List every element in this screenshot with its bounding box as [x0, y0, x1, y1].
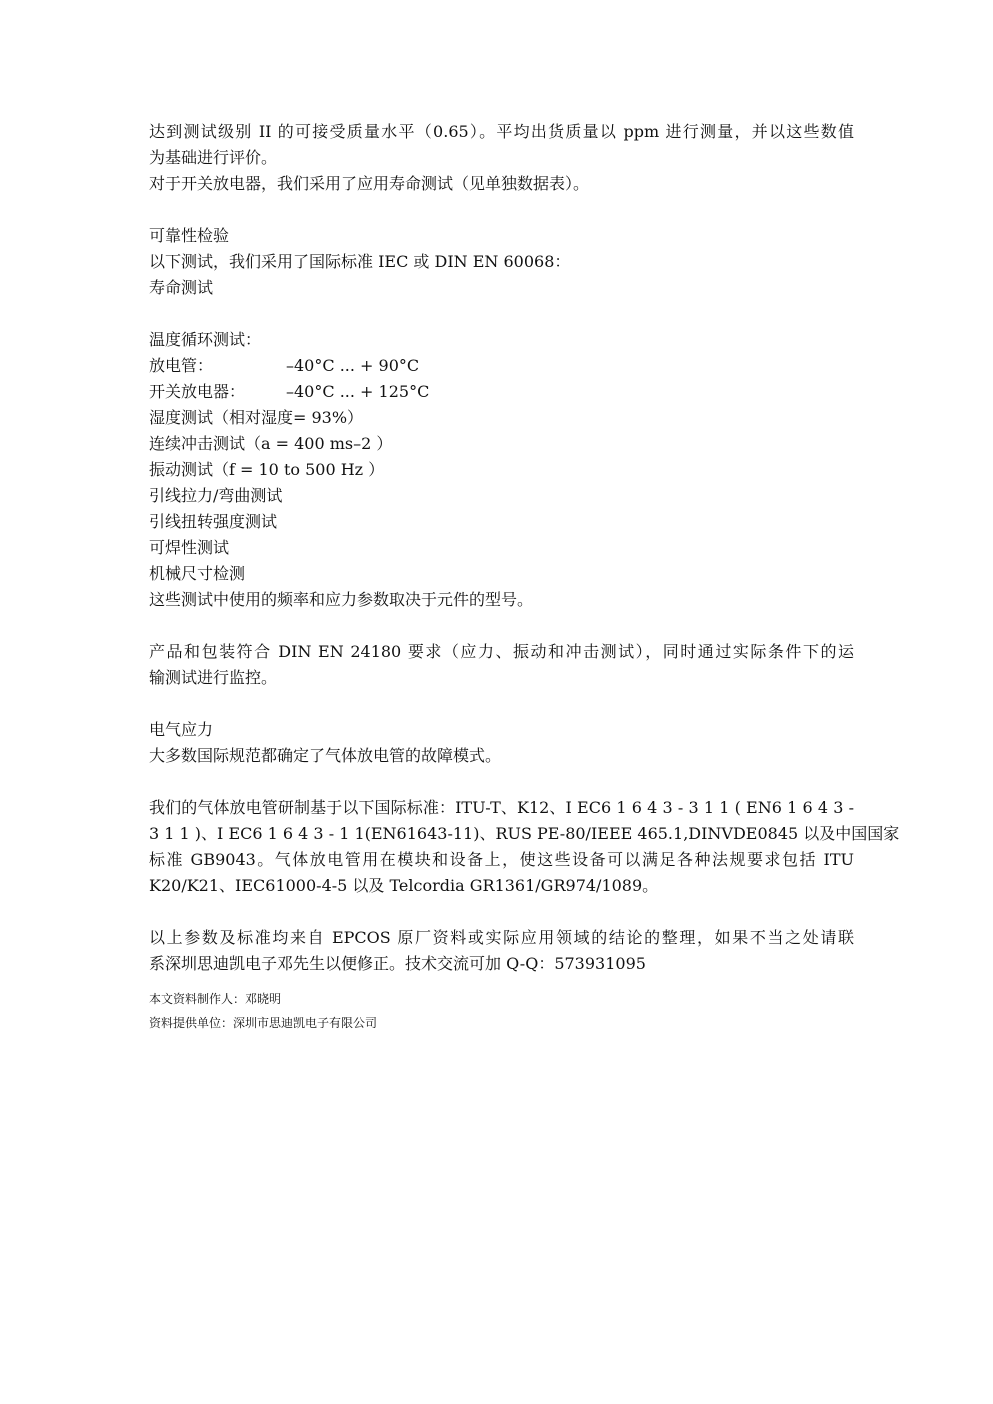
- lead-pull-test-item: 引线拉力/弯曲测试: [149, 486, 283, 505]
- shock-test-item: 连续冲击测试（a = 400 ms–2 ）: [149, 434, 393, 453]
- life-test-item: 寿命测试: [149, 278, 214, 297]
- spacer: [149, 301, 854, 327]
- spacer: [149, 197, 854, 223]
- reliability-intro: 以下测试，我们采用了国际标准 IEC 或 DIN EN 60068：: [149, 252, 571, 271]
- solderability-test-item: 可焊性测试: [149, 538, 230, 557]
- parameters-note: 这些测试中使用的频率和应力参数取决于元件的型号。: [149, 590, 534, 609]
- quality-paragraph-line-2: 为基础进行评价。: [149, 148, 278, 167]
- discharge-tube-label: 放电管：: [149, 356, 214, 375]
- humidity-test-item: 湿度测试（相对湿度= 93%）: [149, 408, 364, 427]
- discharge-tube-row: [149, 353, 854, 379]
- source-paragraph-line-1: 以上参数及标准均来自 EPCOS 原厂资料或实际应用领域的结论的整理，如果不当之处请联: [149, 928, 854, 947]
- document-body: [149, 119, 900, 1035]
- vibration-test-item: 振动测试（f = 10 to 500 Hz ）: [149, 460, 385, 479]
- switch-discharger-range: –40°C ... + 125°C: [286, 382, 430, 401]
- standards-paragraph-line-1: 我们的气体放电管研制基于以下国际标准：ITU-T、K12、I EC6 1 6 4 3 - 3 1 1 ( EN6 1 6 4 3 -: [149, 798, 854, 817]
- electrical-stress-text: 大多数国际规范都确定了气体放电管的故障模式。: [149, 746, 502, 765]
- source-paragraph-line-2: 系深圳思迪凯电子邓先生以便修正。技术交流可加 Q-Q：573931095: [149, 954, 646, 973]
- lead-torsion-test-item: 引线扭转强度测试: [149, 512, 278, 531]
- switch-discharger-label: 开关放电器：: [149, 382, 246, 401]
- spacer: [149, 977, 854, 987]
- discharge-tube-range: –40°C ... + 90°C: [286, 356, 420, 375]
- spacer: [149, 691, 854, 717]
- temp-cycle-heading: 温度循环测试：: [149, 330, 262, 349]
- quality-paragraph-line-3: 对于开关放电器，我们采用了应用寿命测试（见单独数据表）。: [149, 174, 590, 193]
- mechanical-dimension-item: 机械尺寸检测: [149, 564, 246, 583]
- standards-paragraph-line-4: K20/K21、IEC61000-4-5 以及 Telcordia GR1361/GR974/1089。: [149, 876, 659, 895]
- reliability-heading: 可靠性检验: [149, 226, 230, 245]
- packaging-paragraph-line-1: 产品和包装符合 DIN EN 24180 要求（应力、振动和冲击测试），同时通过实际条件下的运: [149, 642, 854, 661]
- provider-credit: 资料提供单位：深圳市思迪凯电子有限公司: [149, 1016, 378, 1030]
- standards-paragraph-line-2: 3 1 1 )、I EC6 1 6 4 3 - 1 1(EN61643-11)、RUS PE-80/IEEE 465.1,DINVDE0845 以及中国国家: [149, 824, 900, 843]
- author-credit: 本文资料制作人：邓晓明: [149, 992, 282, 1006]
- spacer: [149, 769, 854, 795]
- quality-paragraph-line-1: 达到测试级别 II 的可接受质量水平（0.65）。平均出货质量以 ppm 进行测量，并以这些数值: [149, 122, 854, 141]
- packaging-paragraph-line-2: 输测试进行监控。: [149, 668, 278, 687]
- standards-paragraph-line-3: 标准 GB9043。气体放电管用在模块和设备上，使这些设备可以满足各种法规要求包括 ITU: [149, 850, 854, 869]
- spacer: [149, 899, 854, 925]
- spacer: [149, 613, 854, 639]
- switch-discharger-row: [149, 379, 854, 405]
- electrical-stress-heading: 电气应力: [149, 720, 214, 739]
